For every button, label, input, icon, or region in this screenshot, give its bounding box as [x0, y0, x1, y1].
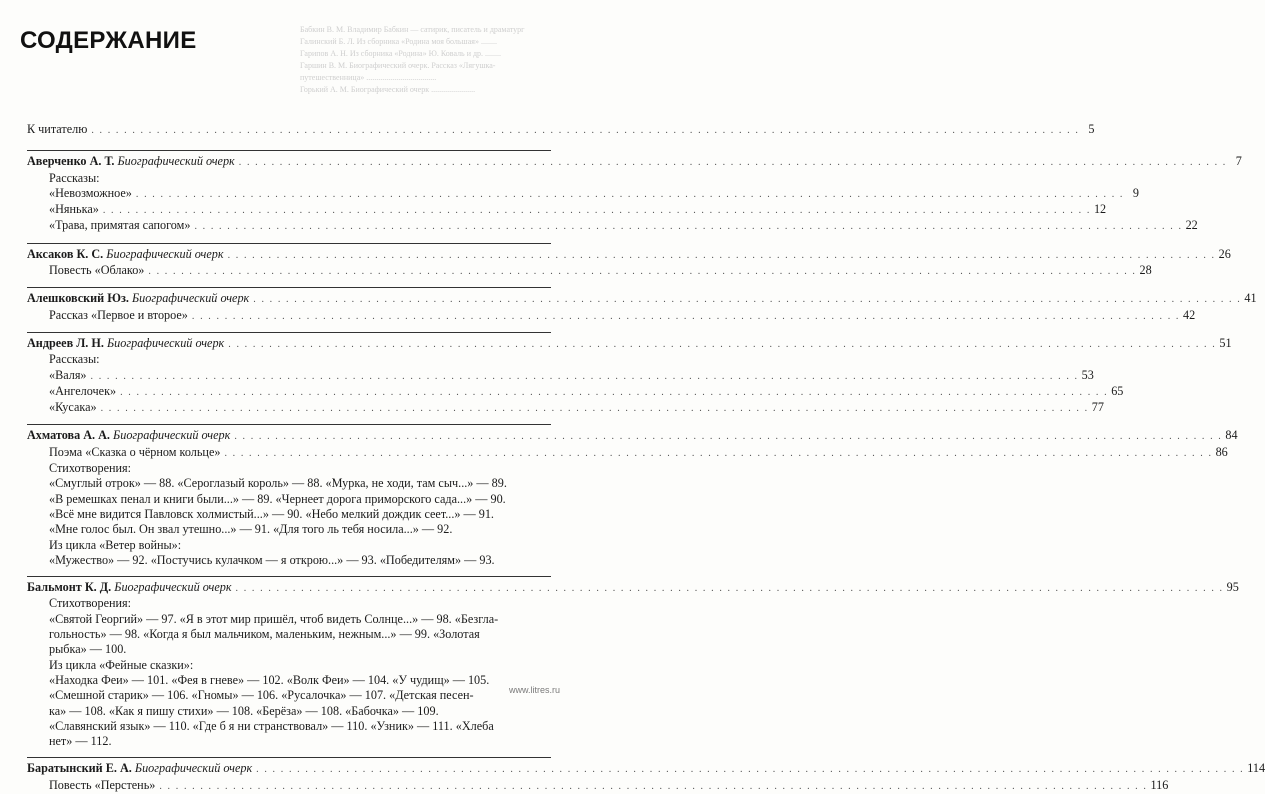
author-desc: Биографический очерк	[106, 246, 224, 261]
toc-page: 9	[1132, 185, 1140, 200]
author-section	[27, 576, 1239, 749]
bleed-through-line: Галинский Б. Л. Из сборника «Родина моя большая» ........	[300, 37, 497, 46]
toc-entry-row[interactable]	[27, 367, 1094, 384]
toc-title: Поэма «Сказка о чёрном кольце»	[49, 444, 221, 459]
author-heading	[27, 291, 249, 306]
leader-dots	[239, 155, 1227, 170]
toc-entry-row[interactable]	[27, 777, 1169, 794]
poem-list-line: «Смуглый отрок» — 88. «Сероглазый король» — 88. «Мурка, не ходи, там сыч...» — 89.	[49, 476, 507, 491]
bleed-through-line: Бабкин В. М. Владимир Бабкин — сатирик, писатель и драматург	[300, 25, 525, 34]
toc-entry-row[interactable]	[27, 218, 1198, 234]
bleed-through-text	[300, 24, 570, 96]
toc-page: 28	[1139, 263, 1152, 278]
toc-page: 12	[1093, 202, 1107, 217]
author-desc: Биографический очерк	[113, 428, 231, 443]
toc-page: 114	[1247, 761, 1265, 776]
toc-title: «Ангелочек»	[49, 383, 117, 398]
leader-dots	[256, 762, 1244, 777]
author-desc: Биографический очерк	[106, 335, 225, 350]
author-heading	[27, 428, 230, 443]
toc-intro-row[interactable]	[27, 122, 1095, 138]
author-heading	[27, 336, 224, 351]
leader-dots	[194, 219, 1182, 234]
author-name: Баратынский Е. А.	[27, 761, 132, 776]
cycle-list-line: «Славянский язык» — 110. «Где б я ни странствовал» — 110. «Узник» — 111. «Хлеба	[49, 718, 494, 733]
toc-page: 51	[1219, 335, 1232, 350]
leader-dots	[224, 446, 1212, 461]
poems-label: Стихотворения:	[49, 596, 132, 611]
bleed-through-line: Гаршин В. М. Биографический очерк. Рассказ «Лягушка-	[300, 61, 496, 70]
toc-page: 7	[1235, 154, 1242, 169]
author-row[interactable]	[27, 335, 1232, 352]
toc-page: 95	[1226, 580, 1239, 595]
toc-page: 41	[1244, 291, 1257, 306]
watermark-text: www.litres.ru	[508, 685, 560, 695]
toc-title: Повесть «Перстень»	[49, 777, 156, 792]
leader-dots	[148, 264, 1136, 279]
bleed-through-line: Горький А. М. Биографический очерк ......................	[300, 85, 476, 94]
author-desc: Биографический очерк	[131, 291, 250, 306]
toc-title: Повесть «Облако»	[49, 263, 145, 278]
author-heading	[27, 580, 232, 595]
author-row[interactable]	[27, 291, 1257, 307]
toc-title: К читателю	[27, 122, 88, 136]
leader-dots	[192, 309, 1180, 324]
author-section	[27, 243, 1231, 280]
author-name: Аксаков К. С.	[27, 246, 104, 261]
leader-dots	[234, 429, 1222, 444]
toc-page: 86	[1215, 444, 1228, 459]
leader-dots	[120, 385, 1108, 400]
author-row[interactable]	[27, 761, 1265, 777]
cycle-list-line: «Находка Феи» — 101. «Фея в гневе» — 102. «Волк Феи» — 104. «У чудищ» — 105.	[49, 672, 490, 687]
poem-list-line: «Святой Георгий» — 97. «Я в этот мир пришёл, чтоб видеть Солнце...» — 98. «Безгла-	[49, 611, 499, 626]
group-label: Рассказы:	[49, 170, 100, 185]
page-title: СОДЕРЖАНИЕ	[20, 27, 197, 54]
author-row[interactable]	[27, 246, 1231, 263]
author-desc: Биографический очерк	[134, 761, 253, 776]
toc-page: 116	[1150, 777, 1169, 792]
author-section	[27, 757, 1265, 794]
toc-page: 26	[1218, 246, 1231, 261]
author-row[interactable]	[27, 580, 1239, 596]
cycle-list-line: ка» — 108. «Как я пишу стихи» — 108. «Берёза» — 108. «Бабочка» — 109.	[49, 703, 439, 718]
toc-entry-row[interactable]	[27, 444, 1228, 461]
bleed-through-line: Гарипов А. Н. Из сборника «Родина» Ю. Коваль и др. ........	[300, 49, 502, 58]
toc-title: «Нянька»	[49, 202, 99, 217]
author-desc: Биографический очерк	[114, 580, 232, 595]
cycle-label: Из цикла «Ветер войны»:	[49, 537, 182, 552]
leader-dots	[159, 779, 1147, 794]
group-label: Рассказы:	[49, 352, 100, 367]
table-of-contents	[27, 122, 1265, 794]
toc-page: 65	[1111, 383, 1124, 398]
leader-dots	[136, 187, 1124, 202]
toc-entry-row[interactable]	[27, 202, 1107, 218]
toc-title: «Кусака»	[49, 400, 97, 415]
author-name: Аверченко А. Т.	[27, 154, 115, 169]
cycle-list-line: «Мужество» — 92. «Постучись кулачком — я открою...» — 93. «Победителям» — 93.	[49, 552, 495, 567]
poems-label: Стихотворения:	[49, 461, 132, 476]
toc-page: 42	[1183, 307, 1196, 322]
leader-dots	[101, 401, 1089, 416]
leader-dots	[91, 369, 1079, 384]
toc-page: 77	[1091, 400, 1104, 415]
author-section	[27, 424, 1238, 568]
toc-page: 53	[1081, 367, 1094, 382]
toc-page: 84	[1225, 428, 1238, 443]
author-name: Бальмонт К. Д.	[27, 580, 112, 595]
author-name: Алешковский Юз.	[27, 291, 129, 306]
toc-title: Рассказ «Первое и второе»	[49, 307, 188, 322]
toc-title: «Невозможное»	[49, 185, 132, 200]
author-section	[27, 332, 1232, 416]
author-heading	[27, 247, 224, 262]
toc-page: 5	[1088, 122, 1095, 136]
poem-list-line: «В ремешках пенал и книги были...» — 89. «Чернеет дорога приморского сада...» — 90.	[49, 491, 506, 506]
toc-entry-row[interactable]	[27, 307, 1196, 324]
author-name: Андреев Л. Н.	[27, 335, 104, 350]
poem-list-line: «Мне голос был. Он звал утешно...» — 91. «Для того ль тебя носила...» — 92.	[49, 522, 453, 537]
leader-dots	[103, 203, 1091, 218]
toc-entry-row[interactable]	[27, 400, 1104, 416]
toc-entry-row[interactable]	[27, 383, 1124, 400]
author-section	[27, 287, 1257, 324]
poem-list-line: рыбка» — 100.	[49, 642, 127, 657]
poem-list-line: «Всё мне видится Павловск холмистый...» — 90. «Небо мелкий дождик сеет...» — 91.	[49, 506, 494, 521]
author-desc: Биографический очерк	[117, 154, 235, 169]
toc-title: «Валя»	[49, 367, 87, 382]
leader-dots	[228, 337, 1216, 352]
cycle-list-line: «Смешной старик» — 106. «Гномы» — 106. «Русалочка» — 107. «Детская песен-	[49, 688, 474, 703]
toc-title: «Трава, примятая сапогом»	[49, 218, 191, 233]
leader-dots	[253, 292, 1241, 307]
toc-entry-row[interactable]	[27, 185, 1140, 202]
leader-dots	[236, 581, 1224, 596]
author-section	[27, 150, 1242, 234]
author-heading	[27, 761, 252, 776]
author-row[interactable]	[27, 428, 1238, 444]
cycle-list-line: нет» — 112.	[49, 734, 112, 749]
leader-dots	[91, 123, 1079, 138]
leader-dots	[228, 248, 1216, 263]
toc-entry-row[interactable]	[27, 263, 1152, 279]
bleed-through-line: путешественница» ...................................	[300, 73, 437, 82]
poem-list-line: гольность» — 98. «Когда я был мальчиком, маленьким, нежным...» — 99. «Золотая	[49, 627, 480, 642]
cycle-label: Из цикла «Фейные сказки»:	[49, 657, 194, 672]
author-row[interactable]	[27, 154, 1242, 170]
author-heading	[27, 154, 235, 169]
author-name: Ахматова А. А.	[27, 428, 110, 443]
author-sections	[27, 150, 1265, 794]
toc-page: 22	[1185, 218, 1198, 233]
